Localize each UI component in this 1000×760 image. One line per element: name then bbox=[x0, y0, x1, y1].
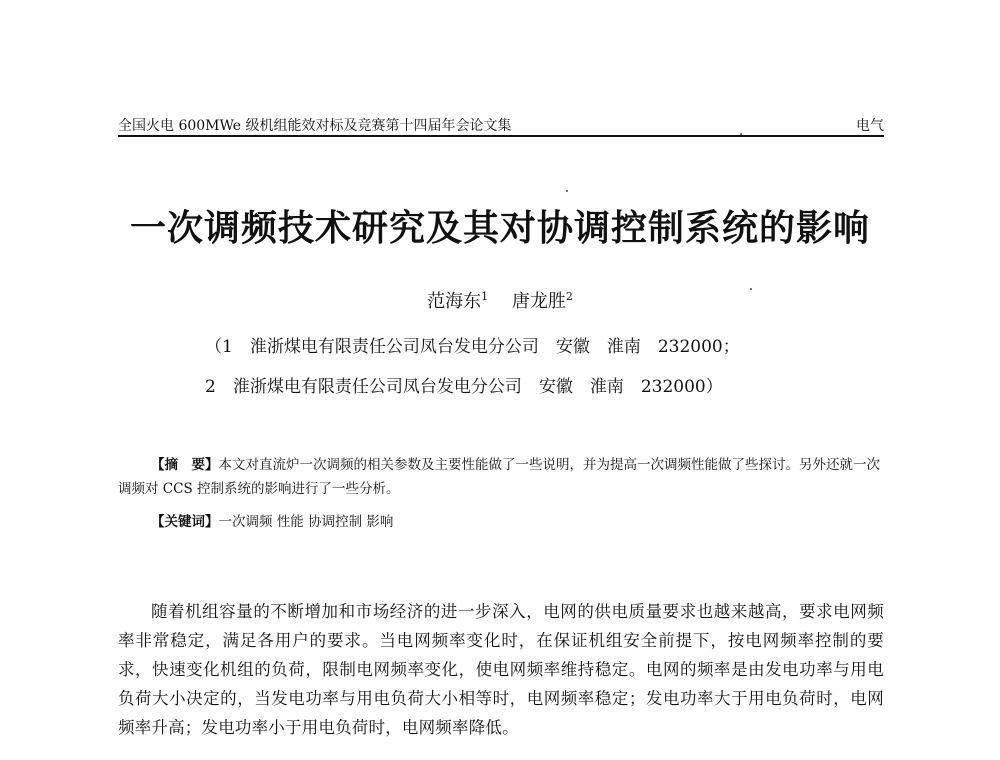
scan-speck bbox=[566, 190, 568, 192]
keywords-label: 【关键词】 bbox=[151, 514, 219, 530]
body-paragraph: 随着机组容量的不断增加和市场经济的进一步深入，电网的供电质量要求也越来越高，要求电网频率非常稳定，满足各用户的要求。当电网频率变化时，在保证机组安全前提下，按电网频率控制的要求，快速变化机组的负荷，限制电网频率变化，使电网频率维持稳定。电网的频率是由发电功率与用电负荷大小决定的，当发电功率与用电负荷大小相等时，电网频率稳定；发电功率大于用电负荷时，电网频率升高；发电功率小于用电负荷时，电网频率降低。 bbox=[118, 602, 884, 737]
author-line bbox=[0, 287, 1000, 313]
keywords-text: 一次调频 性能 协调控制 影响 bbox=[218, 514, 394, 530]
affiliation-1: （1 淮浙煤电有限责任公司凤台发电分公司 安徽 淮南 232000； bbox=[205, 337, 740, 357]
abstract-label: 【摘 要】 bbox=[151, 457, 219, 473]
affiliation-2: 2 淮浙煤电有限责任公司凤台发电分公司 安徽 淮南 232000） bbox=[205, 377, 723, 397]
abstract-text: 本文对直流炉一次调频的相关参数及主要性能做了一些说明，并为提高一次调频性能做了些探讨。另外还就一次调频对 CCS 控制系统的影响进行了一些分析。 bbox=[118, 457, 880, 497]
scan-speck bbox=[740, 133, 742, 135]
paper-title: 一次调频技术研究及其对协调控制系统的影响 bbox=[129, 208, 870, 249]
header-rule bbox=[118, 135, 884, 137]
header-section: 电气 bbox=[856, 118, 884, 134]
abstract bbox=[118, 453, 884, 501]
author-name: 唐龙胜 bbox=[511, 291, 566, 312]
header-proceedings-title: 全国火电 600MWe 级机组能效对标及竞赛第十四届年会论文集 bbox=[118, 118, 512, 134]
author-name: 范海东 bbox=[427, 291, 482, 312]
author-affiliation-mark: 2 bbox=[565, 290, 573, 303]
keywords bbox=[151, 510, 393, 530]
author-affiliation-mark: 1 bbox=[481, 290, 489, 303]
